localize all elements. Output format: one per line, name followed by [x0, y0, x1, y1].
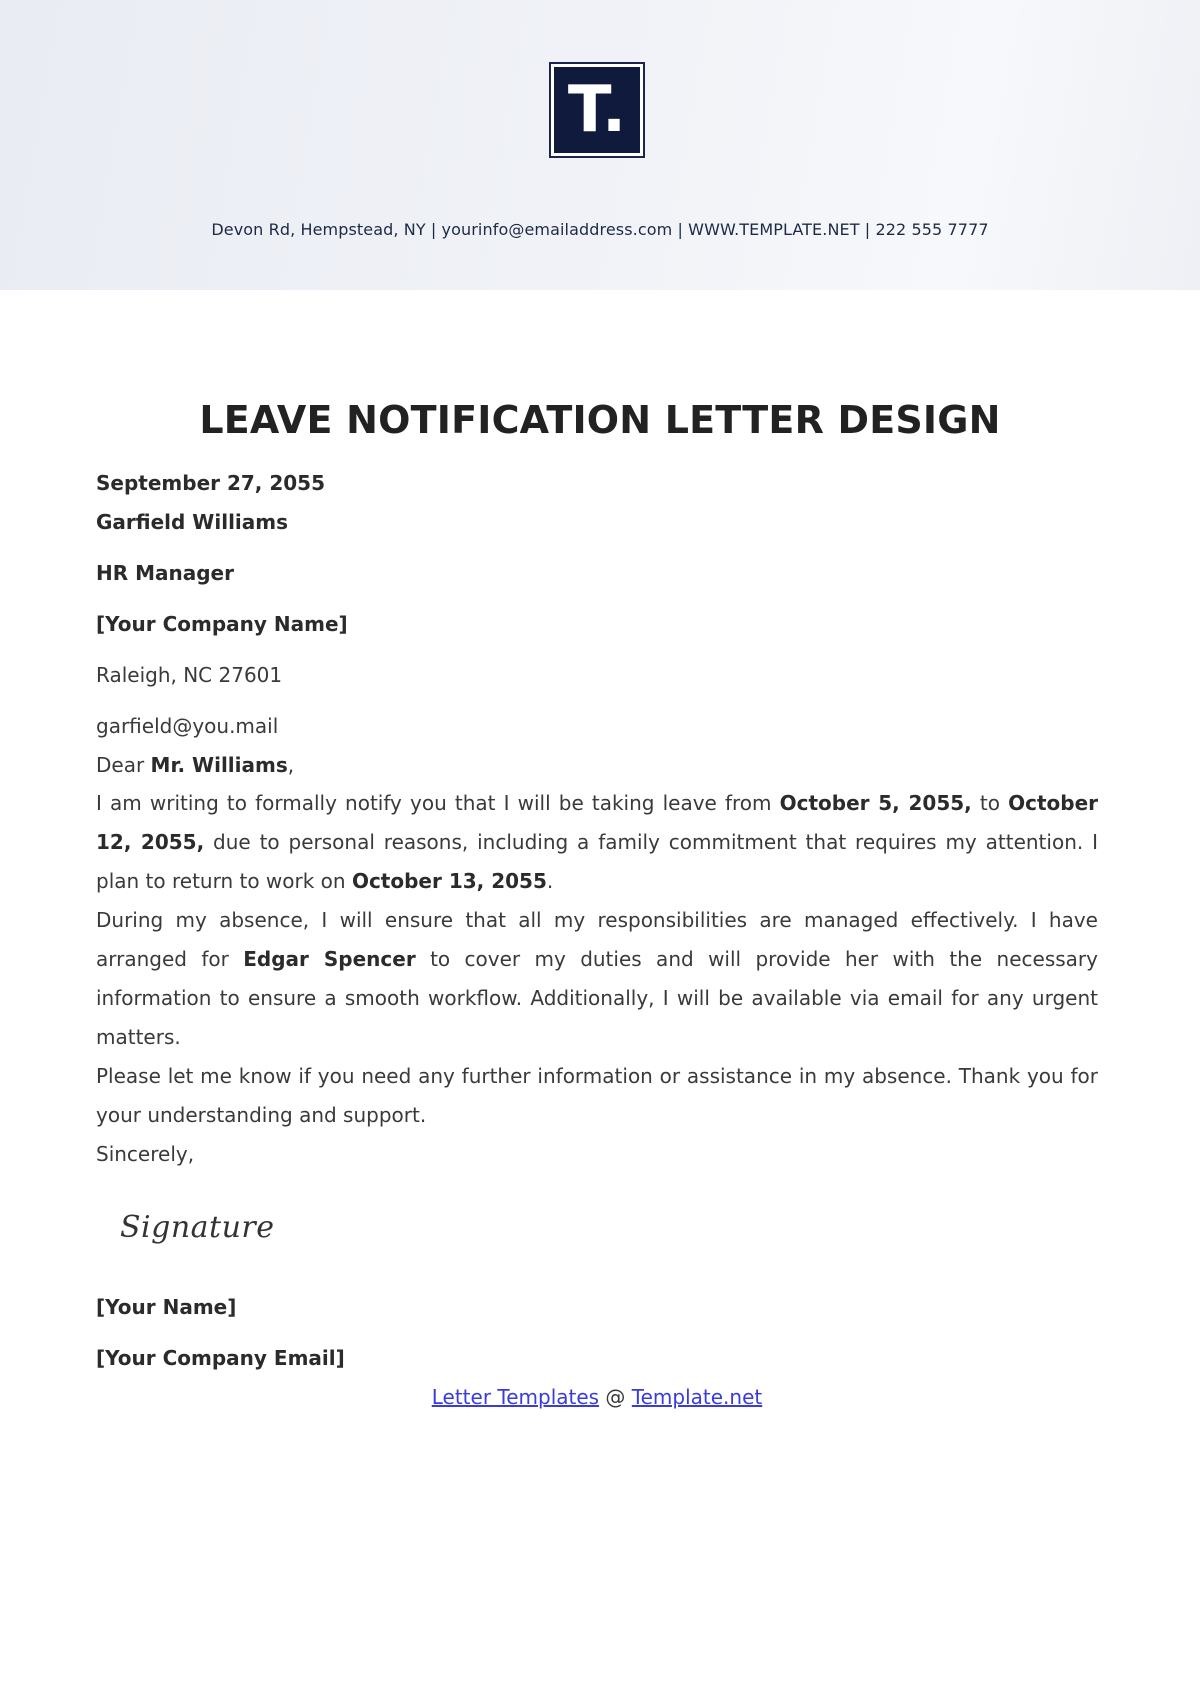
salutation-suffix: , [287, 753, 295, 777]
logo-letter: T. [554, 67, 640, 153]
template-net-link[interactable]: Template.net [631, 1385, 763, 1409]
cover-person-name: Edgar Spencer [243, 947, 416, 971]
letterhead [0, 0, 1200, 290]
letter-date: September 27, 2055 [96, 471, 326, 495]
sender-name: [Your Name] [96, 1295, 237, 1319]
salutation-prefix: Dear [96, 753, 151, 777]
recipient-email: garfield@you.mail [96, 714, 279, 738]
footer-credit [96, 1384, 1098, 1410]
return-date: October 13, 2055 [351, 869, 547, 893]
recipient-title: HR Manager [96, 561, 234, 585]
sender-email: [Your Company Email] [96, 1346, 345, 1370]
leave-start-date: October 5, 2055, [779, 791, 972, 815]
footer-separator: @ [599, 1385, 632, 1409]
paragraph-text: I am writing to formally notify you that I will be taking leave from [96, 791, 780, 815]
letter-templates-link[interactable]: Letter Templates [431, 1385, 600, 1409]
salutation [96, 752, 1098, 778]
document-title: LEAVE NOTIFICATION LETTER DESIGN [199, 398, 1001, 442]
paragraph-closing-note: Please let me know if you need any further information or assistance in my absence. Thank you for your understanding and support. [96, 1064, 1098, 1127]
recipient-name: Garfield Williams [96, 510, 289, 534]
letter-body [96, 470, 1098, 1410]
leave-end-date: October 12, 2055, [96, 791, 1098, 854]
paragraph-coverage [96, 901, 1098, 1057]
paragraph-text: due to personal reasons, including a family commitment that requires my attention. I plan to return to work on [96, 830, 1098, 893]
signature: Signature [120, 1210, 275, 1245]
paragraph-leave-dates [96, 784, 1098, 901]
recipient-address: Raleigh, NC 27601 [96, 663, 283, 687]
template-logo [549, 62, 645, 158]
closing: Sincerely, [96, 1142, 195, 1166]
salutation-name: Mr. Williams [150, 753, 288, 777]
paragraph-text: During my absence, I will ensure that all my responsibilities are managed effectively. I have arranged for [96, 908, 1098, 971]
contact-line: Devon Rd, Hempstead, NY | yourinfo@emailaddress.com | WWW.TEMPLATE.NET | 222 555 7777 [211, 220, 989, 239]
paragraph-text: to [971, 791, 1009, 815]
company-name: [Your Company Name] [96, 612, 348, 636]
paragraph-text: . [546, 869, 554, 893]
paragraph-text: to cover my duties and will provide her with the necessary information to ensure a smooth workflow. Additionally, I will be available via email for any urgent matters. [96, 947, 1098, 1049]
